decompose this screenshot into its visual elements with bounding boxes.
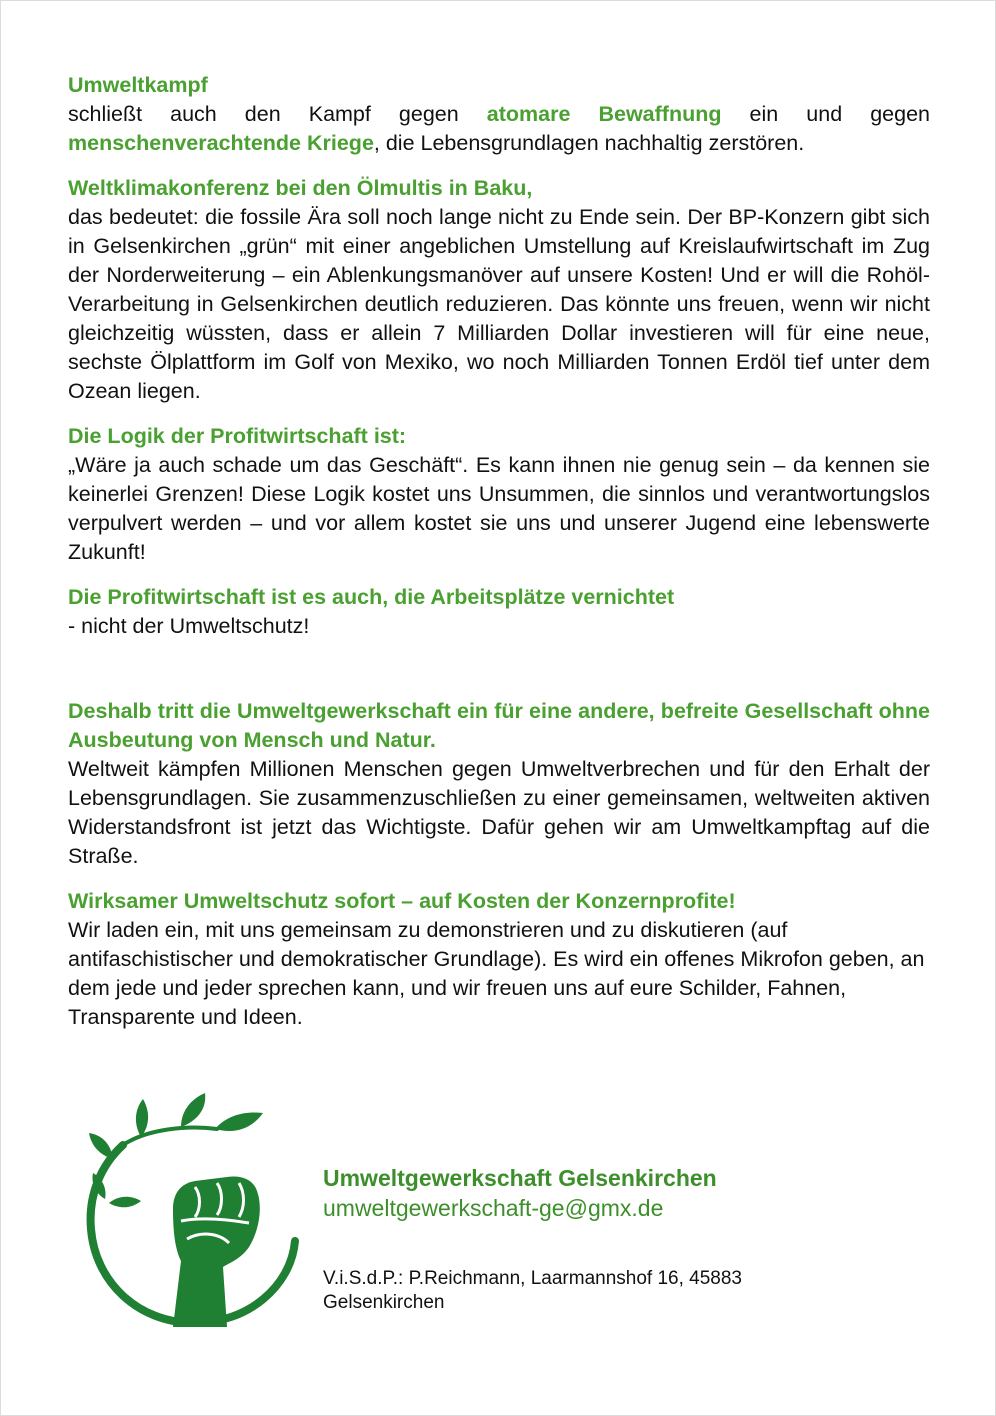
section-body: das bedeutet: die fossile Ära soll noch lange nicht zu Ende sein. Der BP-Konzern gibt sich in Gelsenkirchen „grün“ mit einer angeblichen Umstellung auf Kreislaufwirtschaft im Zug der Norderweiterung – ein Ablenkungsmanöver auf unsere Kosten! Und er will die Rohöl-Verarbeitung in Gelsenkirchen deutlich reduzieren. Das könnte uns freuen, wenn wir nicht gleichzeitig wüssten, dass er allein 7 Milliarden Dollar investieren will für eine neue, sechste Ölplattform im Golf von Mexiko, wo noch Milliarden Tonnen Erdöl tief unter dem Ozean liegen. <box>68 205 930 403</box>
body-text: , die Lebensgrundlagen nachhaltig zerstören. <box>373 131 805 155</box>
section-deshalb <box>68 697 930 871</box>
section-heading: Wirksamer Umweltschutz sofort – auf Kosten der Konzernprofite! <box>68 889 736 913</box>
body-text: ein und gegen <box>721 102 930 126</box>
section-heading: Die Profitwirtschaft ist es auch, die Arbeitsplätze vernichtet <box>68 585 675 609</box>
section-heading: Weltklimakonferenz bei den Ölmultis in Baku, <box>68 176 533 200</box>
highlight-atomare-bewaffnung: atomare Bewaffnung <box>486 102 722 126</box>
highlight-menschenverachtende-kriege: menschenverachtende Kriege <box>68 131 374 155</box>
section-wirksamer-umweltschutz <box>68 887 930 1032</box>
body-text: schließt auch den Kampf gegen <box>68 102 487 126</box>
section-body <box>68 100 930 158</box>
section-umweltkampf <box>68 71 930 158</box>
section-heading: Umweltkampf <box>68 73 208 97</box>
section-arbeitsplaetze <box>68 583 930 641</box>
email-link[interactable]: umweltgewerkschaft-ge@gmx.de <box>323 1195 664 1221</box>
flyer-footer <box>77 1091 937 1331</box>
visdp-line: Gelsenkirchen <box>323 1292 445 1313</box>
section-body: Wir laden ein, mit uns gemeinsam zu demonstrieren und zu diskutieren (auf antifaschistischer und demokratischer Grundlage). Es wird ein offenes Mikrofon geben, an dem jede und jeder sprechen kann, und wir freuen uns auf eure Schilder, Fahnen, Transparente und Ideen. <box>68 918 925 1029</box>
section-logik-profitwirtschaft <box>68 422 930 567</box>
section-body: Weltweit kämpfen Millionen Menschen gegen Umweltverbrechen und für den Erhalt der Lebensgrundlagen. Sie zusammenzuschließen zu einer gemeinsamen, weltweiten aktiven Widerstandsfront ist jetzt das Wichtigste. Dafür gehen wir am Umweltkampftag auf die Straße. <box>68 757 930 868</box>
organization-name: Umweltgewerkschaft Gelsenkirchen <box>323 1165 717 1191</box>
flyer-content <box>68 71 930 1048</box>
section-weltklimakonferenz <box>68 174 930 406</box>
section-heading: Deshalb tritt die Umweltgewerkschaft ein für eine andere, befreite Gesellschaft ohne Ausbeutung von Mensch und Natur. <box>68 699 930 752</box>
spacer <box>68 657 930 697</box>
section-heading: Die Logik der Profitwirtschaft ist: <box>68 424 407 448</box>
section-body: - nicht der Umweltschutz! <box>68 614 310 638</box>
visdp-notice <box>323 1267 843 1315</box>
visdp-line: V.i.S.d.P.: P.Reichmann, Laarmannshof 16, 45883 <box>323 1268 743 1289</box>
section-body: „Wäre ja auch schade um das Geschäft“. Es kann ihnen nie genug sein – da kennen sie keinerlei Grenzen! Diese Logik kostet uns Unsummen, die sinnlos und verantwortungslos verpulvert werden – und vor allem kostet sie uns und unserer Jugend eine lebenswerte Zukunft! <box>68 453 930 564</box>
fist-with-leaves-logo-icon <box>77 1091 309 1331</box>
contact-info <box>323 1163 843 1315</box>
